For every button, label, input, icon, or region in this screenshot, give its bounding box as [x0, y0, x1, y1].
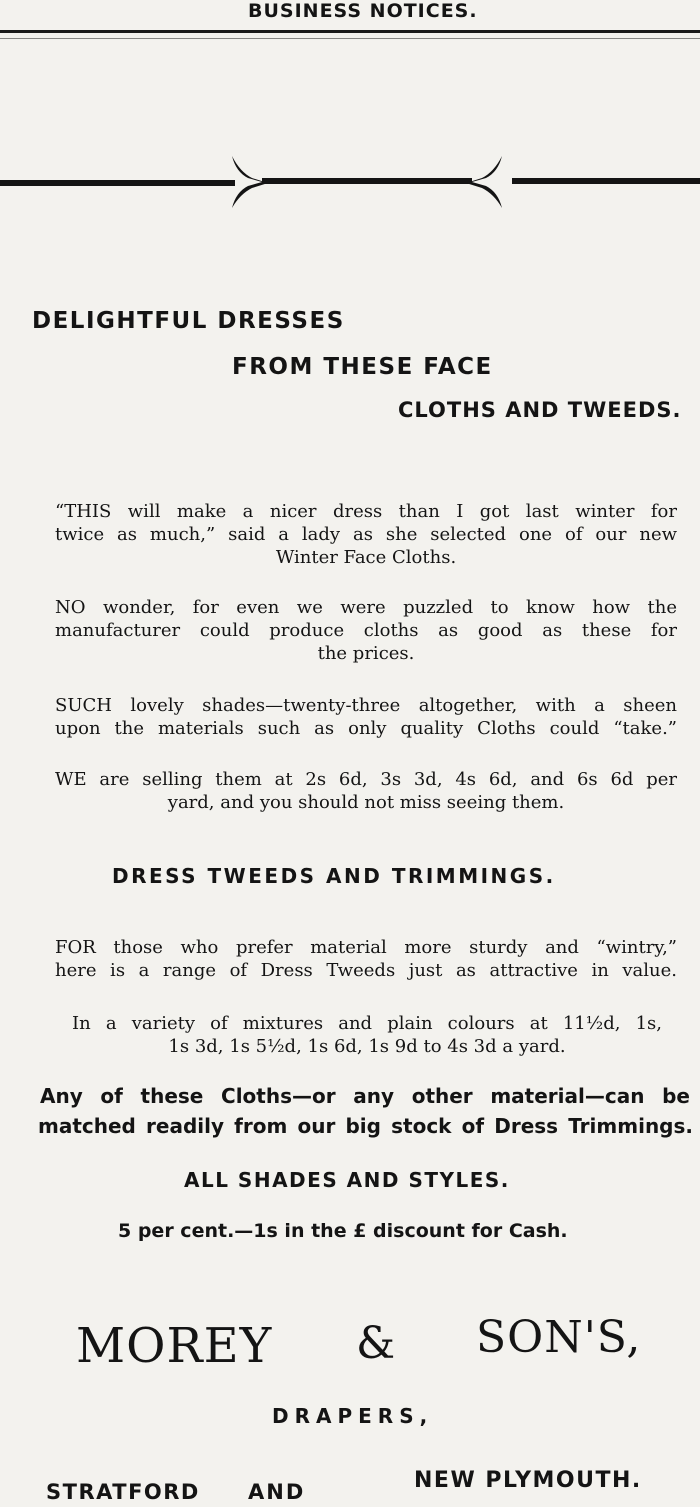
header-rule	[0, 30, 700, 33]
tweeds-paragraph-1	[55, 936, 677, 982]
paragraph-2	[55, 596, 677, 665]
paragraph-3-line-1: SUCH lovely shades—twenty-three altogether, with a sheen	[55, 695, 677, 716]
tweeds-paragraph-2-line-2: 1s 3d, 1s 5½d, 1s 6d, 1s 9d to 4s 3d a yard.	[168, 1036, 566, 1057]
paragraph-2-line-1: NO wonder, for even we were puzzled to know how the	[55, 597, 677, 618]
brace-ornament-divider	[0, 150, 700, 210]
paragraph-4-line-1: WE are selling them at 2s 6d, 3s 3d, 4s 6d, and 6s 6d per	[55, 769, 677, 790]
section-title: BUSINESS NOTICES.	[248, 0, 478, 22]
paragraph-4	[55, 768, 677, 814]
paragraph-3	[55, 694, 677, 740]
trimmings-line-2: matched readily from our big stock of Dress Trimmings.	[38, 1114, 693, 1138]
paragraph-1	[55, 500, 677, 569]
tweeds-paragraph-2-line-1: In a variety of mixtures and plain colours at 11½d, 1s,	[72, 1013, 662, 1034]
paragraph-2-line-3: the prices.	[317, 643, 415, 664]
town-stratford: STRATFORD	[46, 1480, 200, 1504]
paragraph-1-line-2: twice as much,” said a lady as she selected one of our new	[55, 524, 677, 545]
headline-line-1: DELIGHTFUL DRESSES	[32, 308, 345, 334]
paragraph-3-line-2: upon the materials such as only quality Cloths could “take.”	[55, 718, 677, 739]
paragraph-1-line-1: “THIS will make a nicer dress than I got last winter for	[55, 501, 677, 522]
headline-line-3: CLOTHS AND TWEEDS.	[398, 398, 682, 422]
town-and: AND	[248, 1480, 306, 1504]
firm-name-sons: SON'S,	[476, 1312, 642, 1363]
tweeds-paragraph-1-line-2: here is a range of Dress Tweeds just as attractive in value.	[55, 960, 677, 981]
firm-name-morey: MOREY	[76, 1318, 273, 1374]
tweeds-paragraph-1-line-1: FOR those who prefer material more sturdy and “wintry,”	[55, 937, 677, 958]
paragraph-2-line-2: manufacturer could produce cloths as good as these for	[55, 620, 677, 641]
paragraph-1-line-3: Winter Face Cloths.	[275, 547, 457, 568]
paragraph-4-line-2: yard, and you should not miss seeing them.	[167, 792, 565, 813]
firm-name-ampersand: &	[356, 1318, 396, 1369]
firm-trade-drapers: DRAPERS,	[272, 1404, 434, 1428]
headline-line-2: FROM THESE FACE	[232, 354, 493, 380]
header-rule-thin	[0, 38, 700, 39]
subhead-dress-tweeds: DRESS TWEEDS AND TRIMMINGS.	[112, 864, 556, 888]
town-new-plymouth: NEW PLYMOUTH.	[414, 1468, 642, 1493]
all-shades-and-styles: ALL SHADES AND STYLES.	[184, 1168, 510, 1192]
trimmings-line-1: Any of these Cloths—or any other material—can be	[40, 1084, 690, 1108]
tweeds-paragraph-2	[72, 1012, 662, 1058]
cash-discount-notice: 5 per cent.—1s in the £ discount for Cash.	[118, 1220, 568, 1242]
